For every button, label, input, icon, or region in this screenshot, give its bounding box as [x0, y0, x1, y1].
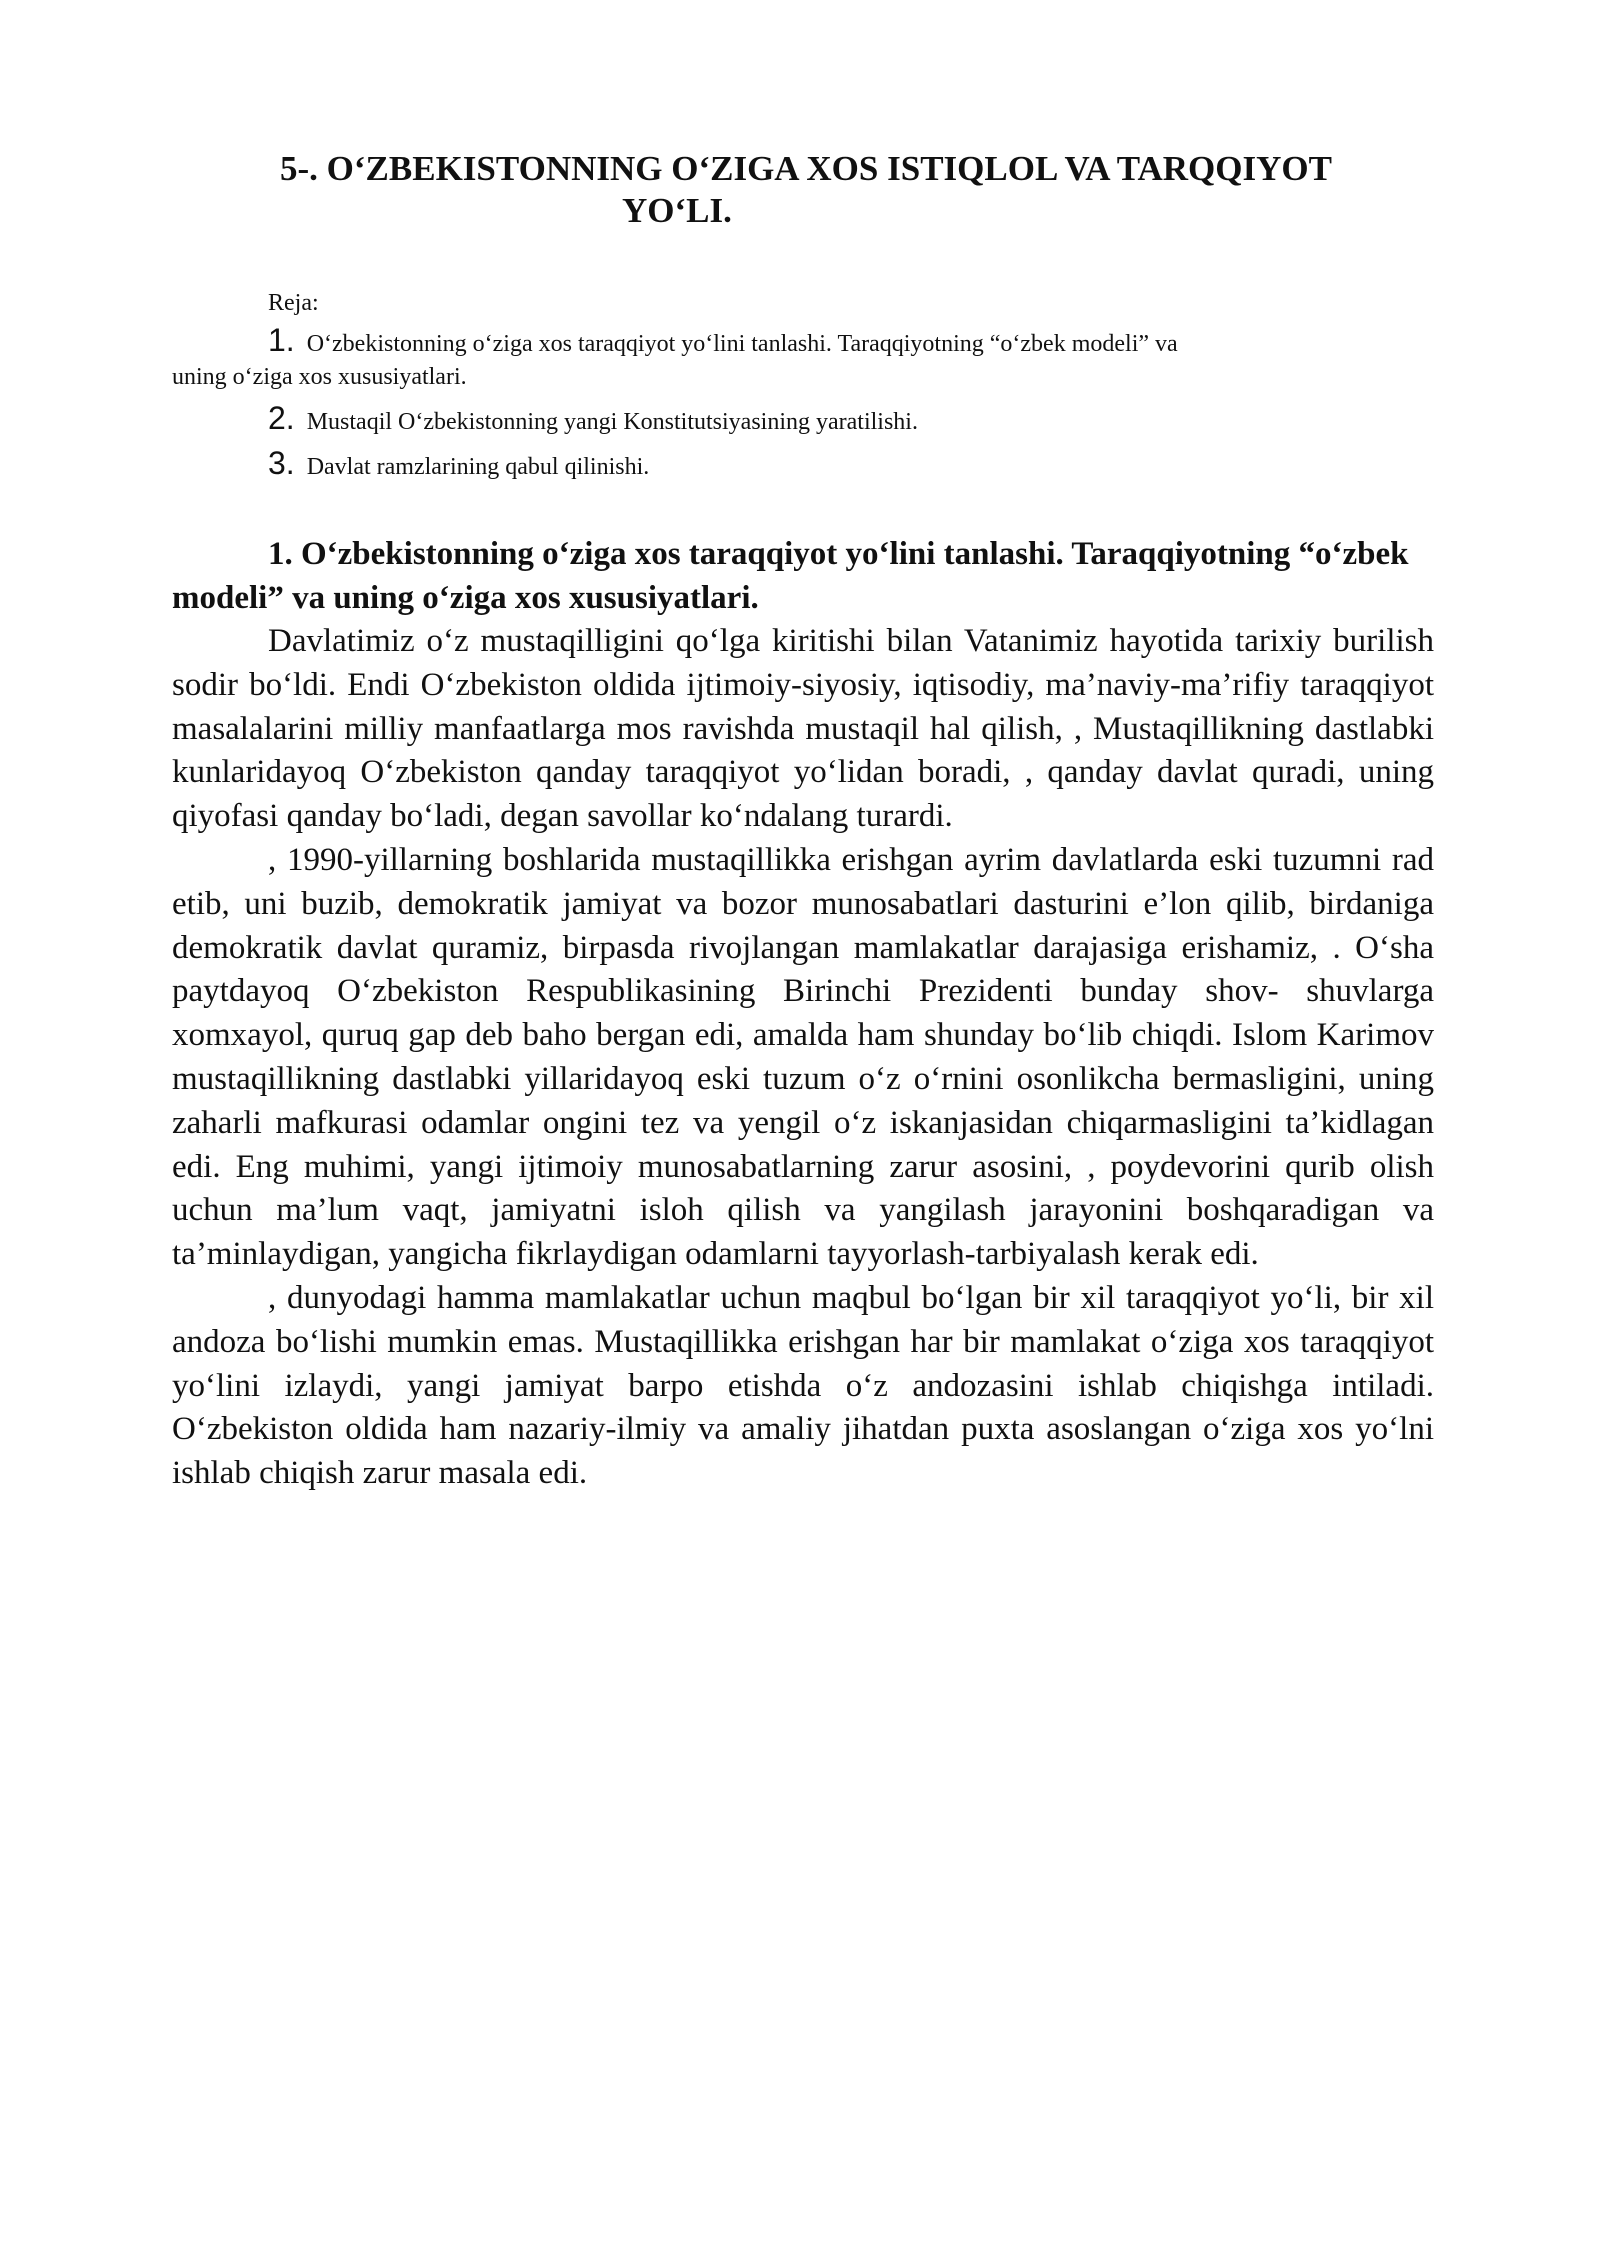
- plan-item-number: 3.: [268, 445, 295, 481]
- title-line-1: 5-. O‘ZBEKISTONNING O‘ZIGA XOS ISTIQLOL VA TARQQIYOT: [280, 149, 1332, 188]
- title-line-2: YO‘LI.: [622, 191, 732, 230]
- plan-item-2: [172, 402, 1442, 439]
- plan-item-2-first-line: [172, 402, 1442, 439]
- plan-item-text: Davlat ramzlarining qabul qilinishi.: [306, 454, 650, 480]
- plan-item-text: Mustaqil O‘zbekistonning yangi Konstitutsiyasining yaratilishi.: [306, 409, 918, 435]
- plan-item-3-first-line: [172, 447, 1442, 484]
- plan-label: Reja:: [268, 290, 319, 316]
- document-title: [270, 148, 1450, 232]
- plan-item-text: O‘zbekistonning o‘ziga xos taraqqiyot yo‘lini tanlashi. Taraqqiyotning “o‘zbek modeli” va: [306, 331, 1178, 357]
- plan-item-number: 1.: [268, 322, 295, 358]
- section-heading: 1. O‘zbekistonning o‘ziga xos taraqqiyot yo‘lini tanlashi. Taraqqiyotning “o‘zbek modeli” va uning o‘ziga xos xususiyatlari.: [172, 536, 1409, 616]
- plan-item-1: [172, 324, 1442, 394]
- paragraph: , 1990-yillarning boshlarida mustaqillikka erishgan ayrim davlatlarda eski tuzumni rad etib, uni buzib, demokratik jamiyat va bozor munosabatlari dasturini e’lon qilib, birdaniga demokratik davlat quramiz, birpasda rivojlangan mamlakatlar darajasiga erishamiz, . O‘sha paytdayoq O‘zbekiston Respublikasining Birinchi Prezidenti bunday shov- shuvlarga xomxayol, quruq gap deb baho bergan edi, amalda ham shunday bo‘lib chiqdi. Islom Karimov mustaqillikning dastlabki yillaridayoq eski tuzum o‘z o‘rnini osonlikcha bermasligini, uning zaharli mafkurasi odamlar ongini tez va yengil o‘z iskanjasidan chiqarmasligini ta’kidlagan edi. Eng muhimi, yangi ijtimoiy munosabatlarning zarur asosini, , poydevorini qurib olish uchun ma’lum vaqt, jamiyatni isloh qilish va yangilash jarayonini boshqaradigan va ta’minlaydigan, yangicha fikrlaydigan odamlarni tayyorlash-tarbiyalash kerak edi.: [172, 841, 1434, 1273]
- plan-item-1-first-line: [172, 324, 1442, 361]
- paragraph: , dunyodagi hamma mamlakatlar uchun maqbul bo‘lgan bir xil taraqqiyot yo‘li, bir xil andoza bo‘lishi mumkin emas. Mustaqillikka erishgan har bir mamlakat o‘ziga xos taraqqiyot yo‘lini izlaydi, yangi jamiyat barpo etishda o‘z andozasini ishlab chiqishga intiladi. O‘zbekiston oldida ham nazariy-ilmiy va amaliy jihatdan puxta asoslangan o‘ziga xos yo‘lni ishlab chiqish zarur masala edi.: [172, 1279, 1434, 1492]
- plan-item-3: [172, 447, 1442, 484]
- plan-list: [172, 287, 1442, 492]
- plan-item-continuation: uning o‘ziga xos xususiyatlari.: [172, 364, 467, 390]
- body-text: [172, 620, 1434, 1496]
- paragraph: Davlatimiz o‘z mustaqilligini qo‘lga kiritishi bilan Vatanimiz hayotida tarixiy burilish sodir bo‘ldi. Endi O‘zbekiston oldida ijtimoiy-siyosiy, iqtisodiy, ma’naviy-ma’rifiy taraqqiyot masalalarini milliy manfaatlarga mos ravishda mustaqil hal qilish, , Mustaqillikning dastlabki kunlaridayoq O‘zbekiston qanday taraqqiyot yo‘lidan boradi, , qanday davlat quradi, uning qiyofasi qanday bo‘ladi, degan savollar ko‘ndalang turardi.: [172, 623, 1434, 835]
- plan-item-number: 2.: [268, 400, 295, 436]
